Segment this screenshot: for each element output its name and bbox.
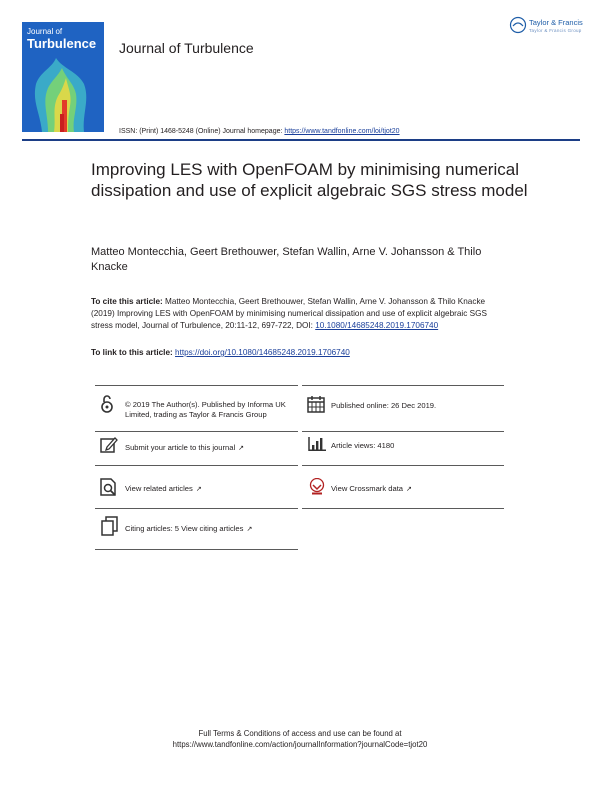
journal-name: Journal of Turbulence xyxy=(119,40,254,56)
open-access-text: © 2019 The Author(s). Published by Informa UK Limited, trading as Taylor & Francis Group xyxy=(125,400,286,419)
header-rule xyxy=(22,139,580,141)
grid-rule xyxy=(95,549,298,550)
submit-article-icon xyxy=(100,436,118,454)
article-title: Improving LES with OpenFOAM by minimising numerical dissipation and use of explicit algebraic SGS stress model xyxy=(91,160,528,200)
citing-articles-label: Citing articles: 5 View citing articles xyxy=(125,524,244,533)
external-link-icon: ↗ xyxy=(246,526,253,533)
footer-terms-link[interactable]: https://www.tandfonline.com/action/journalInformation?journalCode=tjot20 xyxy=(172,740,428,749)
footer-line-1: Full Terms & Conditions of access and use can be found at xyxy=(198,729,402,738)
issn-line xyxy=(119,128,400,135)
crossmark-link[interactable] xyxy=(331,484,412,495)
cover-title-small: Journal of xyxy=(27,27,63,36)
related-articles-icon xyxy=(100,478,118,496)
bar-chart-icon xyxy=(308,437,326,451)
link-label: To link to this article: xyxy=(91,348,176,357)
grid-rule xyxy=(302,465,504,466)
grid-rule xyxy=(95,508,298,509)
article-link-line xyxy=(91,348,350,357)
related-articles-label: View related articles xyxy=(125,484,193,493)
grid-rule xyxy=(302,385,504,386)
grid-rule xyxy=(302,431,504,432)
journal-homepage-link[interactable]: https://www.tandfonline.com/loi/tjot20 xyxy=(284,128,400,135)
publisher-logo-subtext: Taylor & Francis Group xyxy=(529,28,582,33)
article-authors: Matteo Montecchia, Geert Brethouwer, Stefan Wallin, Arne V. Johansson & Thilo Knacke xyxy=(91,246,482,273)
open-access-icon xyxy=(100,394,114,414)
publisher-logo xyxy=(509,16,591,38)
doi-link[interactable]: 10.1080/14685248.2019.1706740 xyxy=(315,321,439,330)
submit-article-link[interactable] xyxy=(125,443,244,454)
published-online-text: Published online: 26 Dec 2019. xyxy=(331,401,437,410)
journal-cover-image xyxy=(22,22,104,132)
cite-label: To cite this article: xyxy=(91,297,163,306)
citation-block xyxy=(91,296,511,332)
footer xyxy=(0,728,600,750)
grid-rule xyxy=(95,431,298,432)
article-views-text: Article views: 4180 xyxy=(331,441,395,450)
grid-rule xyxy=(302,508,504,509)
crossmark-icon xyxy=(308,478,326,496)
cite-text: Matteo Montecchia, Geert Brethouwer, Stefan Wallin, Arne V. Johansson & Thilo Knacke (2019) Improving LES with OpenFOAM by minimising numerical dissipation and use of explicit algebraic SGS stress model, Journal of Turbulence, 20:11-12, 697-722, DOI: xyxy=(91,297,487,330)
calendar-icon xyxy=(307,395,325,413)
crossmark-label: View Crossmark data xyxy=(331,484,404,493)
publisher-logo-icon xyxy=(509,16,527,34)
submit-article-label: Submit your article to this journal xyxy=(125,443,236,452)
article-doi-url[interactable]: https://doi.org/10.1080/14685248.2019.1706740 xyxy=(175,348,350,357)
grid-rule xyxy=(95,465,298,466)
grid-rule xyxy=(95,385,298,386)
citing-articles-link[interactable] xyxy=(125,524,252,535)
citing-articles-icon xyxy=(101,516,119,536)
issn-text: ISSN: (Print) 1468-5248 (Online) Journal homepage: xyxy=(119,128,285,135)
external-link-icon: ↗ xyxy=(238,445,245,452)
external-link-icon: ↗ xyxy=(406,486,412,493)
cover-title-large: Turbulence xyxy=(27,36,97,51)
related-articles-link[interactable] xyxy=(125,484,202,495)
external-link-icon: ↗ xyxy=(195,486,202,493)
publisher-logo-text: Taylor & Francis xyxy=(529,18,583,27)
